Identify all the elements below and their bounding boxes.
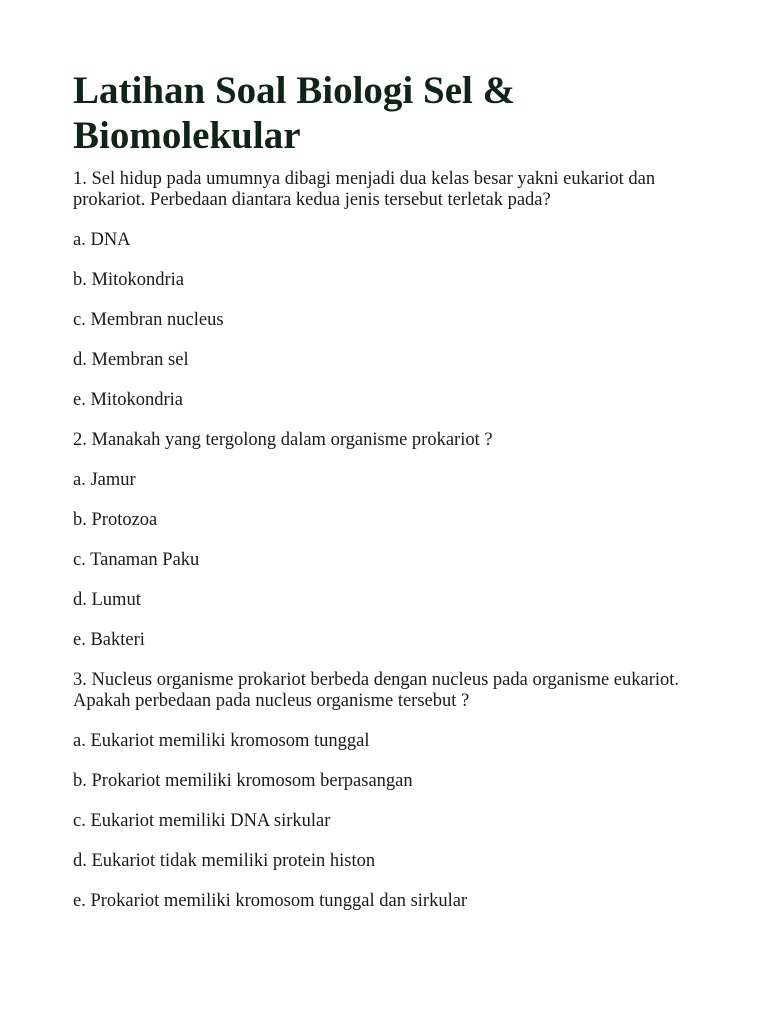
question-text: 3. Nucleus organisme prokariot berbeda dengan nucleus pada organisme eukariot. Apakah perbedaan pada nucleus organisme tersebut ? <box>73 670 680 711</box>
answer-option: c. Membran nucleus <box>73 310 224 330</box>
answer-option: b. Protozoa <box>73 510 158 530</box>
question-block-2 <box>73 430 703 651</box>
document-page <box>73 68 703 931</box>
answer-option: e. Prokariot memiliki kromosom tunggal dan sirkular <box>73 891 468 911</box>
answer-option: c. Tanaman Paku <box>73 550 200 570</box>
question-text: 2. Manakah yang tergolong dalam organisme prokariot ? <box>73 430 493 450</box>
answer-option: e. Bakteri <box>73 630 145 650</box>
answer-option: a. Jamur <box>73 470 136 490</box>
answer-option: b. Mitokondria <box>73 270 184 290</box>
answer-option: b. Prokariot memiliki kromosom berpasangan <box>73 771 413 791</box>
question-block-3 <box>73 670 703 912</box>
document-title: Latihan Soal Biologi Sel & Biomolekular <box>73 69 516 157</box>
answer-option: e. Mitokondria <box>73 390 183 410</box>
answer-option: c. Eukariot memiliki DNA sirkular <box>73 811 331 831</box>
answer-option: d. Lumut <box>73 590 141 610</box>
question-block-1 <box>73 169 703 411</box>
answer-option: d. Membran sel <box>73 350 189 370</box>
answer-option: a. Eukariot memiliki kromosom tunggal <box>73 731 370 751</box>
answer-option: d. Eukariot tidak memiliki protein histon <box>73 851 376 871</box>
question-text: 1. Sel hidup pada umumnya dibagi menjadi dua kelas besar yakni eukariot dan prokariot. Perbedaan diantara kedua jenis tersebut terletak pada? <box>73 169 656 210</box>
answer-option: a. DNA <box>73 230 131 250</box>
